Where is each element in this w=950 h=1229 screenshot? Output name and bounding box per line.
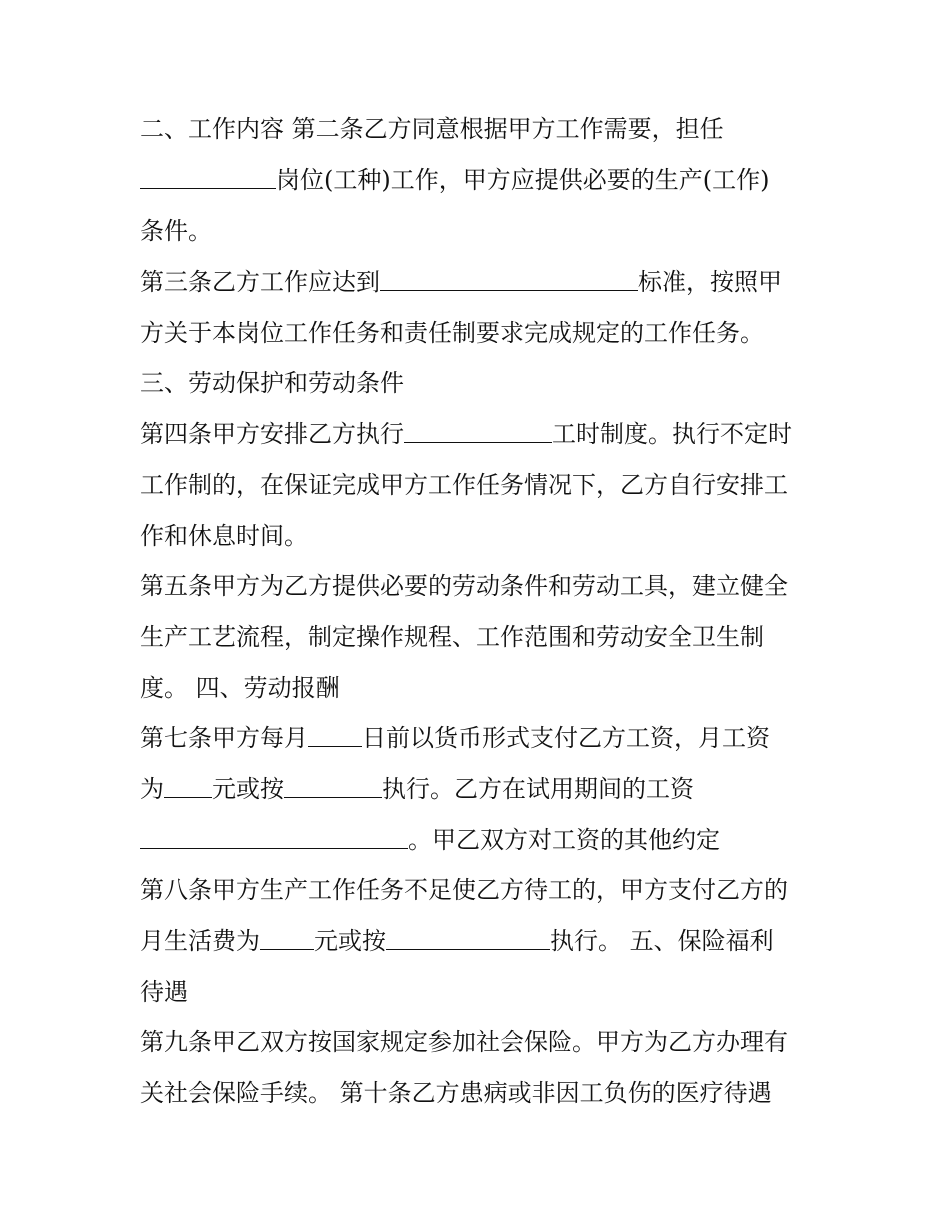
text-segment: 标准，按照甲 — [638, 268, 782, 296]
text-segment: 第九条甲乙双方按国家规定参加社会保险。甲方为乙方办理有 — [140, 1028, 788, 1056]
text-segment: 二、工作内容 第二条乙方同意根据甲方工作需要，担任 — [140, 115, 724, 143]
text-line — [140, 668, 340, 708]
text-segment: 工时制度。执行不定时 — [552, 420, 792, 448]
text-segment: 工作制的，在保证完成甲方工作任务情况下，乙方自行安排工 — [140, 471, 788, 499]
text-segment: 执行。乙方在试用期间的工资 — [382, 775, 694, 803]
text-segment: 待遇 — [140, 978, 188, 1006]
text-line — [140, 769, 694, 809]
text-segment: 月生活费为 — [140, 927, 260, 955]
text-line — [140, 718, 770, 758]
fill-in-blank-line — [308, 718, 362, 758]
text-segment: 度。 四、劳动报酬 — [140, 674, 340, 702]
text-segment: 第五条甲方为乙方提供必要的劳动条件和劳动工具，建立健全 — [140, 572, 788, 600]
text-line — [140, 617, 764, 657]
fill-in-blank-line — [140, 820, 408, 860]
text-segment: 第三条乙方工作应达到 — [140, 268, 380, 296]
text-line — [140, 211, 212, 251]
text-segment: 日前以货币形式支付乙方工资，月工资 — [362, 724, 770, 752]
text-segment: 元或按 — [212, 775, 284, 803]
fill-in-blank-line — [140, 160, 276, 200]
text-segment: 生产工艺流程，制定操作规程、工作范围和劳动安全卫生制 — [140, 623, 764, 651]
text-segment: 三、劳动保护和劳动条件 — [140, 369, 404, 397]
text-segment: 执行。 五、保险福利 — [550, 927, 774, 955]
fill-in-blank-line — [284, 769, 382, 809]
text-segment: 岗位(工种)工作，甲方应提供必要的生产(工作) — [276, 166, 770, 194]
text-line — [140, 972, 188, 1012]
text-segment: 关社会保险手续。 第十条乙方患病或非因工负伤的医疗待遇 — [140, 1079, 772, 1107]
text-segment: 第七条甲方每月 — [140, 724, 308, 752]
text-line — [140, 313, 764, 353]
text-line — [140, 921, 774, 961]
text-line — [140, 262, 782, 302]
text-line — [140, 465, 788, 505]
text-segment: 元或按 — [314, 927, 386, 955]
fill-in-blank-line — [260, 921, 314, 961]
text-line — [140, 160, 769, 200]
text-line — [140, 870, 788, 910]
section-heading — [140, 363, 404, 403]
text-segment: 方关于本岗位工作任务和责任制要求完成规定的工作任务。 — [140, 319, 764, 347]
text-line — [140, 1073, 772, 1113]
text-line — [140, 820, 720, 860]
fill-in-blank-line — [380, 262, 638, 302]
text-segment: 为 — [140, 775, 164, 803]
text-line — [140, 1022, 788, 1062]
text-line — [140, 109, 724, 149]
text-segment: 第四条甲方安排乙方执行 — [140, 420, 404, 448]
text-line — [140, 566, 788, 606]
text-line — [140, 516, 308, 556]
fill-in-blank-line — [404, 414, 552, 454]
fill-in-blank-line — [164, 769, 212, 809]
text-segment: 。甲乙双方对工资的其他约定 — [408, 826, 720, 854]
text-segment: 条件。 — [140, 217, 212, 245]
text-line — [140, 414, 792, 454]
text-segment: 作和休息时间。 — [140, 522, 308, 550]
fill-in-blank-line — [386, 921, 550, 961]
text-segment: 第八条甲方生产工作任务不足使乙方待工的，甲方支付乙方的 — [140, 876, 788, 904]
